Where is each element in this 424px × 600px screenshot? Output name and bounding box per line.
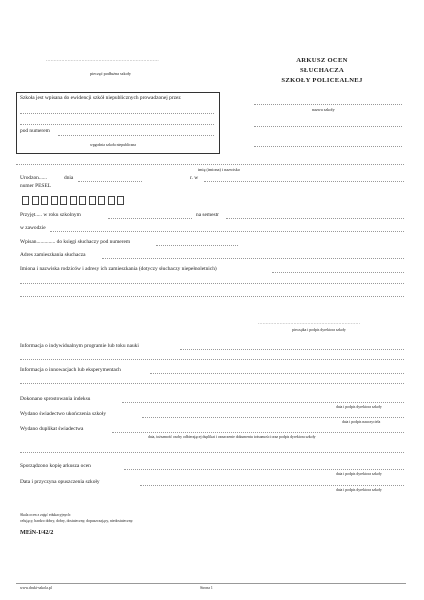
footer-divider	[16, 583, 406, 584]
born-date-field[interactable]	[78, 181, 142, 182]
title-line-3: SZKOŁY POLICEALNEJ	[281, 77, 363, 84]
caption-date-director-2: data i podpis dyrektora szkoły	[336, 472, 382, 476]
registry-book-number-field[interactable]	[156, 245, 238, 246]
innovation-line-2[interactable]	[20, 383, 404, 384]
leave-label: Data i przyczyna opuszczenia szkoły	[20, 479, 100, 485]
semester-label: na semestr	[196, 212, 219, 218]
school-name-line[interactable]	[254, 104, 402, 105]
individual-program-field[interactable]	[180, 349, 404, 350]
pesel-digit-cell[interactable]	[22, 196, 29, 205]
stamp-dotted-line: .........................................................................	[46, 57, 159, 63]
school-name-line-3[interactable]	[254, 146, 402, 147]
index-correction-label: Dokonano sprostowania indeksu	[20, 396, 91, 402]
born-day-label: dnia	[64, 175, 74, 181]
leave-field[interactable]	[140, 485, 404, 486]
pesel-digit-cell[interactable]	[108, 196, 115, 205]
duplicate-caption: data, tożsamość osoby odbierającej duplikat i oznaczenie dokumentu tożsamości oraz podpis dyrektora szkoły	[148, 435, 316, 439]
signature-caption-1: pieczątka i podpis dyrektora szkoły	[292, 328, 346, 332]
registry-line-2[interactable]	[20, 124, 214, 125]
form-code: MEiN-I/42/2	[20, 529, 54, 536]
footer-url[interactable]: www.druki-szkola.pl	[20, 586, 52, 590]
innovation-label: Informacja o innowacjach lub eksperymentach	[20, 367, 121, 373]
pesel-digit-cell[interactable]	[89, 196, 96, 205]
pesel-digit-cell[interactable]	[98, 196, 105, 205]
accepted-label: Przyjęt..... w roku szkolnym	[20, 212, 81, 218]
title-line-2: SŁUCHACZA	[299, 67, 345, 74]
signature-dotted-1[interactable]: ..................................................................	[258, 320, 361, 326]
registry-number-field[interactable]	[58, 135, 214, 136]
certificate-issued-label: Wydano świadectwo ukończenia szkoły	[20, 411, 107, 417]
born-place-field[interactable]	[204, 181, 404, 182]
school-name-line-2[interactable]	[254, 126, 402, 127]
registry-issuer-caption: wpgodnia szkoła niepubliczna	[90, 143, 136, 147]
entered-label: Wpisan.............. do księgi słuchaczy pod numerem	[20, 239, 131, 245]
parents-line-2[interactable]	[20, 283, 404, 284]
duplicate-line-2[interactable]	[20, 452, 404, 453]
student-name-line[interactable]	[16, 164, 404, 165]
pesel-digit-cell[interactable]	[117, 196, 124, 205]
registry-number-label: pod numerem	[20, 128, 50, 134]
pesel-digit-cell[interactable]	[41, 196, 48, 205]
caption-date-director-3: data i podpis dyrektora szkoły	[336, 488, 382, 492]
certificate-issued-field[interactable]	[142, 417, 404, 418]
copy-label: Sporządzono kopię arkusza ocen	[20, 463, 91, 469]
individual-program-line-2[interactable]	[20, 359, 404, 360]
title-line-1: ARKUSZ OCEN	[296, 57, 348, 64]
semester-field[interactable]	[226, 218, 404, 219]
pesel-label: numer PESEL	[20, 183, 51, 189]
pesel-digit-cell[interactable]	[79, 196, 86, 205]
school-name-caption: nazwa szkoły	[312, 107, 335, 112]
scale-note-1: Skala ocen z zajęć edukacyjnych:	[20, 513, 72, 517]
profession-label: w zawodzie	[20, 225, 46, 231]
registry-line-1[interactable]	[20, 113, 214, 114]
student-name-caption: imię (imiona) i nazwisko	[198, 167, 240, 172]
registry-heading: Szkoła jest wpisana do ewidencji szkół niepublicznych prowadzonej przez	[20, 95, 181, 101]
pesel-digit-cell[interactable]	[60, 196, 67, 205]
caption-date-teacher: data i podpis nauczyciela	[342, 420, 381, 424]
caption-date-director-1: data i podpis dyrektora szkoły	[336, 405, 382, 409]
profession-field[interactable]	[50, 231, 404, 232]
page-label: Strona 1	[200, 586, 213, 590]
address-label: Adres zamieszkania słuchacza	[20, 252, 86, 258]
pesel-digit-cell[interactable]	[32, 196, 39, 205]
stamp-caption: pieczęć podłużna szkoły	[90, 71, 131, 76]
copy-field[interactable]	[124, 469, 404, 470]
address-field[interactable]	[102, 258, 404, 259]
born-in-label: r. w	[190, 175, 199, 181]
born-label: Urodzon......	[20, 175, 47, 181]
pesel-digit-cell[interactable]	[51, 196, 58, 205]
pesel-digit-cell[interactable]	[70, 196, 77, 205]
parents-label: Imiona i nazwiska rodziców i adresy ich zamieszkania (dotyczy słuchaczy niepełnoletnich)	[20, 266, 217, 272]
duplicate-label: Wydano duplikat świadectwa	[20, 426, 84, 432]
parents-line-3[interactable]	[20, 296, 404, 297]
duplicate-field[interactable]	[112, 432, 404, 433]
scale-note-2: celujący, bardzo dobry, dobry, dostateczny, dopuszczający, niedostateczny.	[20, 519, 134, 523]
school-year-field[interactable]	[108, 218, 192, 219]
parents-field[interactable]	[272, 272, 404, 273]
innovation-field[interactable]	[150, 373, 404, 374]
index-correction-field[interactable]	[122, 402, 404, 403]
individual-program-label: Informacja o indywidualnym programie lub toku nauki	[20, 343, 139, 349]
